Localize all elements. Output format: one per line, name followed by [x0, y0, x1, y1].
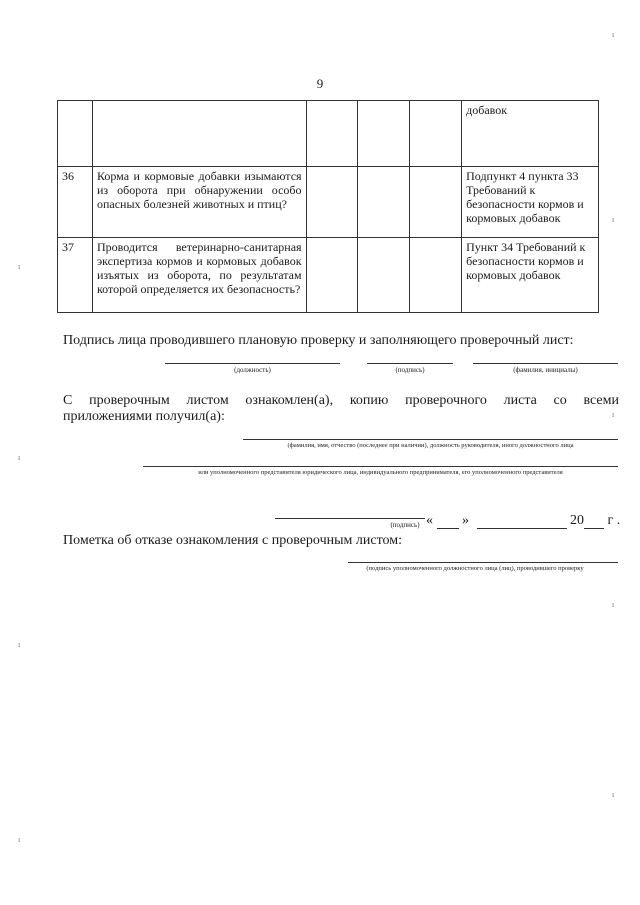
signature-caption: (подпись) — [395, 366, 425, 374]
row-question — [92, 101, 306, 167]
refusal-caption: (подпись уполномоченного должностного лица (лиц), проводившего проверку — [366, 565, 584, 572]
fio-line — [243, 439, 618, 440]
row-reference: Подпункт 4 пункта 33 Требований к безопасности кормов и кормовых добавок — [462, 167, 599, 238]
scan-artifact: ı — [612, 30, 615, 39]
row-number: 36 — [58, 167, 93, 238]
answer-cell-yes — [306, 101, 358, 167]
position-caption: (должность) — [234, 366, 271, 374]
page-number: 9 — [316, 76, 324, 91]
refusal-line — [348, 562, 618, 563]
checklist-table — [57, 100, 599, 313]
scan-artifact: ı — [612, 215, 615, 224]
name-line — [473, 363, 618, 364]
answer-cell-no — [358, 101, 410, 167]
table-row — [58, 101, 599, 167]
row-reference: Пункт 34 Требований к безопасности кормов и кормовых добавок — [462, 238, 599, 313]
row-number: 37 — [58, 238, 93, 313]
date-close-quote: » — [462, 513, 469, 528]
scan-artifact: ı — [18, 453, 21, 462]
year-field[interactable] — [584, 514, 604, 529]
scan-artifact: ı — [612, 790, 615, 799]
ack-signature-caption: (подпись) — [390, 521, 420, 529]
signature-line — [367, 363, 453, 364]
answer-cell-na — [410, 238, 462, 313]
refusal-title: Пометка об отказе ознакомления с проверочным листом: — [63, 533, 402, 548]
answer-cell-yes — [306, 238, 358, 313]
table-row — [58, 238, 599, 313]
answer-cell-no — [358, 167, 410, 238]
representative-caption: или уполномоченного представителя юридического лица, индивидуального предпринимателя, его уполномоченного представителя — [198, 469, 563, 476]
ack-signature-line — [275, 518, 425, 519]
answer-cell-na — [410, 101, 462, 167]
acknowledgement-line-1: С проверочным листом ознакомлен(а), копию проверочного листа со всеми — [63, 393, 619, 408]
fio-caption: (фамилия, имя, отчество (последнее при наличии), должность руководителя, иного должностного лица — [287, 442, 574, 449]
row-question: Корма и кормовые добавки изымаются из оборота при обнаружении особо опасных болезней животных и птиц? — [92, 167, 306, 238]
scan-artifact: ı — [18, 835, 21, 844]
position-line — [165, 363, 340, 364]
scan-artifact: ı — [18, 640, 21, 649]
name-caption: (фамилия, инициалы) — [513, 366, 578, 374]
row-number — [58, 101, 93, 167]
date-open-quote: « — [426, 513, 433, 528]
signature-title: Подпись лица проводившего плановую проверку и заполняющего проверочный лист: — [63, 333, 574, 348]
row-question: Проводится ветеринарно-санитарная экспертиза кормов и кормовых добавок изъятых из оборота, по результатам которой определяется их безопасность? — [92, 238, 306, 313]
year-prefix: 20 — [570, 513, 584, 528]
answer-cell-na — [410, 167, 462, 238]
representative-line — [143, 466, 618, 467]
scan-artifact: ı — [612, 410, 615, 419]
acknowledgement-line-2: приложениями получил(а): — [63, 409, 225, 424]
scan-artifact: ı — [18, 262, 21, 271]
answer-cell-yes — [306, 167, 358, 238]
answer-cell-no — [358, 238, 410, 313]
scan-artifact: ı — [612, 600, 615, 609]
row-reference: добавок — [462, 101, 599, 167]
table-row — [58, 167, 599, 238]
year-suffix: г . — [607, 513, 621, 528]
